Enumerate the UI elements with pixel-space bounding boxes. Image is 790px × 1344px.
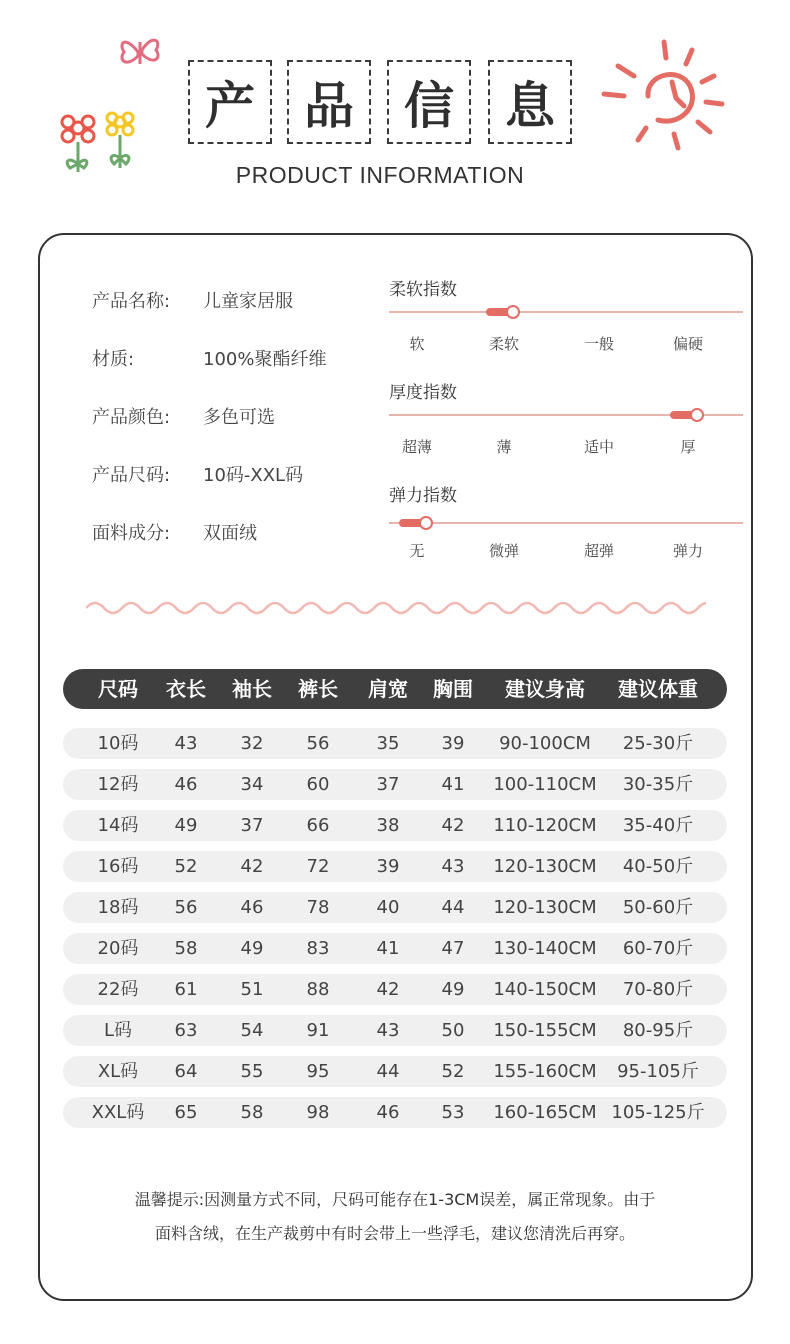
table-header-cell: 胸围: [433, 677, 473, 701]
table-cell: 95-105斤: [617, 1061, 699, 1082]
table-cell: 42: [376, 979, 400, 1000]
table-cell: 35: [376, 733, 400, 754]
table-cell: 20码: [97, 938, 139, 959]
table-cell: 47: [441, 938, 465, 959]
table-header-cell: 尺码: [98, 677, 138, 701]
table-cell: 38: [376, 815, 400, 836]
table-cell: 58: [174, 938, 198, 959]
table-cell: 42: [240, 856, 264, 877]
table-row: [63, 892, 727, 923]
table-cell: 88: [306, 979, 330, 1000]
table-cell: 155-160CM: [493, 1061, 597, 1082]
note-line-1: 温馨提示:因测量方式不同，尺码可能存在1-3CM误差，属正常现象。由于: [134, 1190, 656, 1209]
table-cell: 61: [174, 979, 198, 1000]
table-cell: 120-130CM: [493, 856, 597, 877]
table-cell: 65: [174, 1102, 198, 1123]
table-cell: 50-60斤: [622, 897, 694, 918]
info-label-color: 产品颜色:: [92, 407, 171, 428]
table-cell: 37: [376, 774, 400, 795]
table-cell: 44: [376, 1061, 400, 1082]
table-cell: 50: [441, 1020, 465, 1041]
table-cell: XXL码: [91, 1102, 145, 1123]
table-cell: 46: [376, 1102, 400, 1123]
table-cell: 90-100CM: [499, 733, 591, 754]
table-cell: 32: [240, 733, 264, 754]
info-value-name: 儿童家居服: [203, 291, 293, 312]
table-row: [63, 933, 727, 964]
butterfly-icon: [116, 30, 164, 76]
table-row: [63, 974, 727, 1005]
index-level: 弹力: [672, 542, 703, 560]
table-cell: 72: [306, 856, 330, 877]
table-cell: 83: [306, 938, 330, 959]
index-title: 柔软指数: [389, 280, 457, 300]
table-cell: 51: [240, 979, 264, 1000]
table-cell: 46: [174, 774, 198, 795]
info-label-material: 材质:: [92, 349, 135, 370]
table-row: [63, 851, 727, 882]
table-cell: 53: [441, 1102, 465, 1123]
note-line-2: 面料含绒，在生产裁剪中有时会带上一些浮毛，建议您清洗后再穿。: [154, 1224, 635, 1243]
index-level: 适中: [583, 438, 614, 456]
table-cell: 46: [240, 897, 264, 918]
table-cell: 98: [306, 1102, 330, 1123]
title-char-1: 产: [188, 60, 272, 144]
table-cell: 16码: [97, 856, 139, 877]
table-header-cell: 建议身高: [505, 677, 585, 701]
table-cell: 44: [441, 897, 465, 918]
table-cell: 78: [306, 897, 330, 918]
index-level: 超薄: [401, 438, 432, 456]
table-cell: 52: [174, 856, 198, 877]
table-cell: 105-125斤: [611, 1102, 705, 1123]
index-level: 厚: [680, 438, 696, 456]
table-cell: 60-70斤: [622, 938, 694, 959]
table-cell: 91: [306, 1020, 330, 1041]
size-table-header: [63, 669, 727, 709]
table-cell: 43: [174, 733, 198, 754]
index-track: [389, 311, 743, 313]
table-cell: 39: [376, 856, 400, 877]
info-label-fabric: 面料成分:: [92, 523, 171, 544]
table-header-cell: 衣长: [166, 677, 206, 701]
table-cell: 40: [376, 897, 400, 918]
index-level: 薄: [496, 438, 512, 456]
info-label-size: 产品尺码:: [92, 465, 171, 486]
table-cell: 18码: [97, 897, 139, 918]
table-cell: 43: [376, 1020, 400, 1041]
page-subtitle: PRODUCT INFORMATION: [235, 162, 525, 188]
index-level: 微弹: [488, 542, 519, 560]
sun-icon: [598, 36, 730, 160]
table-cell: 56: [174, 897, 198, 918]
title-char-2: 品: [287, 60, 371, 144]
table-cell: 56: [306, 733, 330, 754]
table-row: [63, 769, 727, 800]
table-cell: 64: [174, 1061, 198, 1082]
table-cell: 63: [174, 1020, 198, 1041]
table-cell: 10码: [97, 733, 139, 754]
table-header-cell: 建议体重: [618, 677, 698, 701]
table-cell: 34: [240, 774, 264, 795]
table-cell: 120-130CM: [493, 897, 597, 918]
table-row: [63, 1056, 727, 1087]
table-header-cell: 裤长: [298, 677, 338, 701]
table-cell: 35-40斤: [622, 815, 694, 836]
index-level: 一般: [583, 335, 614, 353]
table-cell: 49: [240, 938, 264, 959]
info-value-fabric: 双面绒: [203, 523, 257, 544]
table-cell: 52: [441, 1061, 465, 1082]
index-title: 厚度指数: [389, 383, 457, 403]
table-cell: 54: [240, 1020, 264, 1041]
index-track: [389, 522, 743, 524]
table-cell: 49: [441, 979, 465, 1000]
table-cell: 60: [306, 774, 330, 795]
table-cell: 37: [240, 815, 264, 836]
table-cell: 43: [441, 856, 465, 877]
index-level: 软: [409, 335, 425, 353]
table-cell: 49: [174, 815, 198, 836]
index-level: 无: [409, 542, 425, 560]
table-row: [63, 1015, 727, 1046]
index-title: 弹力指数: [389, 486, 457, 506]
index-marker: [690, 408, 704, 422]
table-cell: 39: [441, 733, 465, 754]
table-header-cell: 袖长: [232, 677, 272, 701]
index-level: 超弹: [583, 542, 614, 560]
table-cell: 22码: [97, 979, 139, 1000]
info-label-name: 产品名称:: [92, 291, 171, 312]
wavy-divider: [86, 596, 706, 620]
table-cell: 140-150CM: [493, 979, 597, 1000]
table-cell: XL码: [97, 1061, 139, 1082]
table-cell: 110-120CM: [493, 815, 597, 836]
table-cell: 66: [306, 815, 330, 836]
table-cell: 42: [441, 815, 465, 836]
index-marker: [506, 305, 520, 319]
table-cell: L码: [103, 1020, 133, 1041]
index-level: 偏硬: [672, 335, 703, 353]
table-cell: 100-110CM: [493, 774, 597, 795]
table-cell: 25-30斤: [622, 733, 694, 754]
table-cell: 58: [240, 1102, 264, 1123]
index-level: 柔软: [488, 335, 519, 353]
table-cell: 12码: [97, 774, 139, 795]
table-cell: 41: [441, 774, 465, 795]
table-cell: 70-80斤: [622, 979, 694, 1000]
table-cell: 30-35斤: [622, 774, 694, 795]
table-row: [63, 728, 727, 759]
table-cell: 150-155CM: [493, 1020, 597, 1041]
table-cell: 160-165CM: [493, 1102, 597, 1123]
table-row: [63, 1097, 727, 1128]
table-cell: 130-140CM: [493, 938, 597, 959]
info-value-color: 多色可选: [203, 407, 275, 428]
table-header-cell: 肩宽: [368, 677, 408, 701]
title-char-3: 信: [387, 60, 471, 144]
table-cell: 95: [306, 1061, 330, 1082]
index-marker: [419, 516, 433, 530]
table-cell: 41: [376, 938, 400, 959]
title-char-4: 息: [488, 60, 572, 144]
table-row: [63, 810, 727, 841]
info-value-size: 10码-XXL码: [203, 465, 304, 486]
table-cell: 55: [240, 1061, 264, 1082]
info-value-material: 100%聚酯纤维: [203, 349, 327, 370]
table-cell: 40-50斤: [622, 856, 694, 877]
table-cell: 80-95斤: [622, 1020, 694, 1041]
table-cell: 14码: [97, 815, 139, 836]
